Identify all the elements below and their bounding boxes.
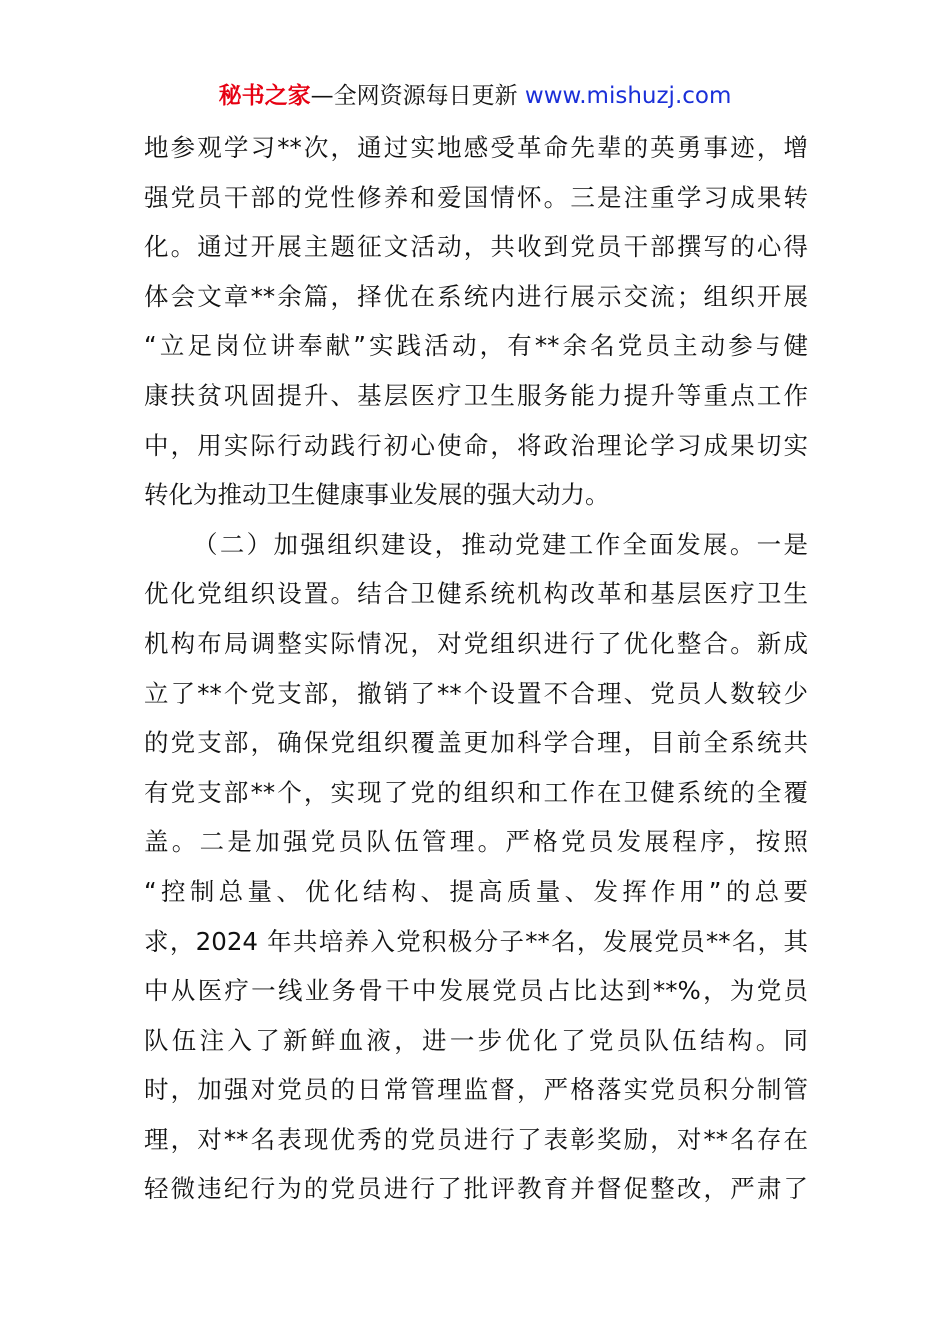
text-line: 化。通过开展主题征文活动，共收到党员干部撰写的心得 [144, 232, 808, 262]
header-tagline: —全网资源每日更新 [310, 83, 525, 109]
text-line: 盖。二是加强党员队伍管理。严格党员发展程序，按照 [144, 827, 808, 857]
text-line: 体会文章**余篇，择优在系统内进行展示交流；组织开展 [144, 281, 808, 311]
text-line: 立了**个党支部，撤销了**个设置不合理、党员人数较少 [144, 678, 808, 708]
text-line: 优化党组织设置。结合卫健系统机构改革和基层医疗卫生 [144, 579, 808, 609]
text-line: “立足岗位讲奉献”实践活动，有**余名党员主动参与健 [144, 331, 808, 361]
text-line: 有党支部**个，实现了党的组织和工作在卫健系统的全覆 [144, 777, 808, 807]
text-line: 地参观学习**次，通过实地感受革命先辈的英勇事迹，增 [144, 133, 808, 162]
text-line: 的党支部，确保党组织覆盖更加科学合理，目前全系统共 [144, 728, 808, 758]
text-line: 机构布局调整实际情况，对党组织进行了优化整合。新成 [144, 628, 808, 658]
header-brand: 秘书之家 [218, 83, 311, 109]
document-body [144, 123, 808, 1214]
text-line: 中从医疗一线业务骨干中发展党员占比达到**%，为党员 [144, 976, 808, 1006]
page-header [0, 80, 950, 112]
section-heading-line: （二）加强组织建设，推动党建工作全面发展。一是 [193, 529, 808, 559]
text-line: 理，对**名表现优秀的党员进行了表彰奖励，对**名存在 [144, 1124, 808, 1154]
text-line: 时，加强对党员的日常管理监督，严格落实党员积分制管 [144, 1075, 808, 1105]
text-line: 转化为推动卫生健康事业发展的强大动力。 [144, 480, 610, 510]
text-line: “控制总量、优化结构、提高质量、发挥作用”的总要 [144, 876, 808, 906]
text-line: 康扶贫巩固提升、基层医疗卫生服务能力提升等重点工作 [144, 380, 808, 410]
text-line: 强党员干部的党性修养和爱国情怀。三是注重学习成果转 [144, 182, 808, 212]
text-line: 求，2024 年共培养入党积极分子**名，发展党员**名，其 [144, 926, 808, 956]
text-line: 队伍注入了新鲜血液，进一步优化了党员队伍结构。同 [144, 1025, 808, 1055]
header-url[interactable]: www.mishuzj.com [524, 83, 732, 109]
text-line: 轻微违纪行为的党员进行了批评教育并督促整改，严肃了 [144, 1174, 808, 1204]
text-line: 中，用实际行动践行初心使命，将政治理论学习成果切实 [144, 430, 808, 460]
